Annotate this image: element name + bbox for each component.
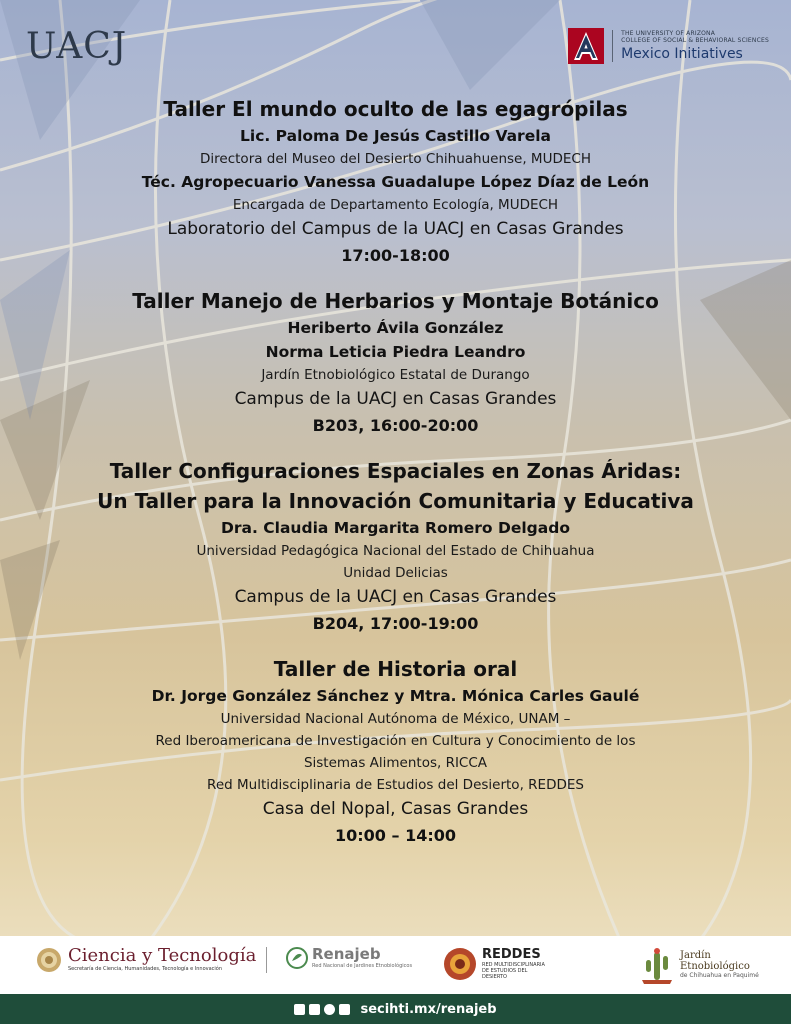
arizona-line1: THE UNIVERSITY OF ARIZONA <box>621 30 716 37</box>
arizona-a-icon <box>568 28 604 64</box>
youtube-icon[interactable] <box>339 1004 350 1015</box>
schedule: 17:00-18:00 <box>341 246 450 265</box>
workshop-title: Taller de Historia oral <box>273 657 518 681</box>
facebook-icon[interactable] <box>294 1004 305 1015</box>
sponsor-footer <box>0 936 791 994</box>
reddes-title: REDDES <box>482 947 541 962</box>
website-link[interactable]: secihti.mx/renajeb <box>360 1001 497 1017</box>
ciencia-title: Ciencia y Tecnología <box>68 945 257 966</box>
affiliation: Encargada de Departamento Ecología, MUDECH <box>232 197 559 213</box>
presenter: Norma Leticia Piedra Leandro <box>265 343 526 361</box>
presenter: Téc. Agropecuario Vanessa Guadalupe López Díaz de León <box>141 173 650 191</box>
workshop-title: Taller Configuraciones Espaciales en Zonas Áridas: <box>109 459 682 483</box>
presenter: Dra. Claudia Margarita Romero Delgado <box>221 519 570 537</box>
affiliation: Sistemas Alimentos, RICCA <box>303 755 488 771</box>
reddes-logo <box>442 946 552 982</box>
presenter: Dr. Jorge González Sánchez y Mtra. Mónica Carles Gaulé <box>151 687 640 705</box>
social-bar <box>0 994 791 1024</box>
ciencia-sub: Secretaría de Ciencia, Humanidades, Tecnología e Innovación <box>68 966 223 972</box>
instagram-icon[interactable] <box>324 1004 335 1015</box>
venue: Campus de la UACJ en Casas Grandes <box>234 389 557 409</box>
workshop-historia-oral <box>0 654 791 850</box>
venue: Laboratorio del Campus de la UACJ en Casas Grandes <box>167 219 624 239</box>
affiliation: Directora del Museo del Desierto Chihuahuense, MUDECH <box>200 151 591 167</box>
workshop-zonas-aridas <box>0 456 791 638</box>
arizona-logo <box>568 28 769 64</box>
ciencia-logo <box>36 946 267 973</box>
affiliation: Red Multidisciplinaria de Estudios del Desierto, REDDES <box>207 777 584 793</box>
affiliation: Universidad Pedagógica Nacional del Estado de Chihuahua <box>196 543 595 559</box>
workshop-egagropilas <box>0 94 791 270</box>
twitter-icon[interactable] <box>309 1004 320 1015</box>
presenter: Lic. Paloma De Jesús Castillo Varela <box>240 127 551 145</box>
schedule: B203, 16:00-20:00 <box>312 416 479 435</box>
schedule: 10:00 – 14:00 <box>335 826 456 845</box>
workshop-herbarios <box>0 286 791 440</box>
jardin-logo <box>640 946 764 984</box>
uacj-logo: UACJ <box>26 26 128 67</box>
workshop-subtitle: Un Taller para la Innovación Comunitaria y Educativa <box>97 489 694 513</box>
seal-icon <box>36 947 62 973</box>
jardin-sub: de Chihuahua en Paquimé <box>680 972 759 979</box>
affiliation: Universidad Nacional Autónoma de México, UNAM – <box>220 711 571 727</box>
renajeb-sub: Red Nacional de Jardines Etnobiológicos <box>312 963 413 969</box>
affiliation: Unidad Delicias <box>343 565 448 581</box>
arizona-line2: COLLEGE OF SOCIAL & BEHAVIORAL SCIENCES <box>621 37 769 44</box>
reddes-sub: RED MULTIDISCIPLINARIA DE ESTUDIOS DEL DESIERTO <box>482 962 545 980</box>
arizona-initiative: Mexico Initiatives <box>621 46 743 62</box>
affiliation: Jardín Etnobiológico Estatal de Durango <box>261 367 530 383</box>
jardin-title: Jardín Etnobiológico <box>680 950 750 972</box>
renajeb-logo <box>286 946 412 969</box>
sun-icon <box>442 946 478 982</box>
venue: Campus de la UACJ en Casas Grandes <box>234 587 557 607</box>
workshop-title: Taller Manejo de Herbarios y Montaje Botánico <box>132 289 659 313</box>
affiliation: Red Iberoamericana de Investigación en Cultura y Conocimiento de los <box>155 733 636 749</box>
workshop-title: Taller El mundo oculto de las egagrópilas <box>163 97 628 121</box>
cactus-icon <box>640 946 674 984</box>
schedule: B204, 17:00-19:00 <box>312 614 479 633</box>
venue: Casa del Nopal, Casas Grandes <box>262 799 529 819</box>
presenter: Heriberto Ávila González <box>287 319 504 337</box>
leaf-icon <box>286 947 308 969</box>
workshop-list <box>0 94 791 866</box>
renajeb-title: Renajeb <box>312 945 381 963</box>
